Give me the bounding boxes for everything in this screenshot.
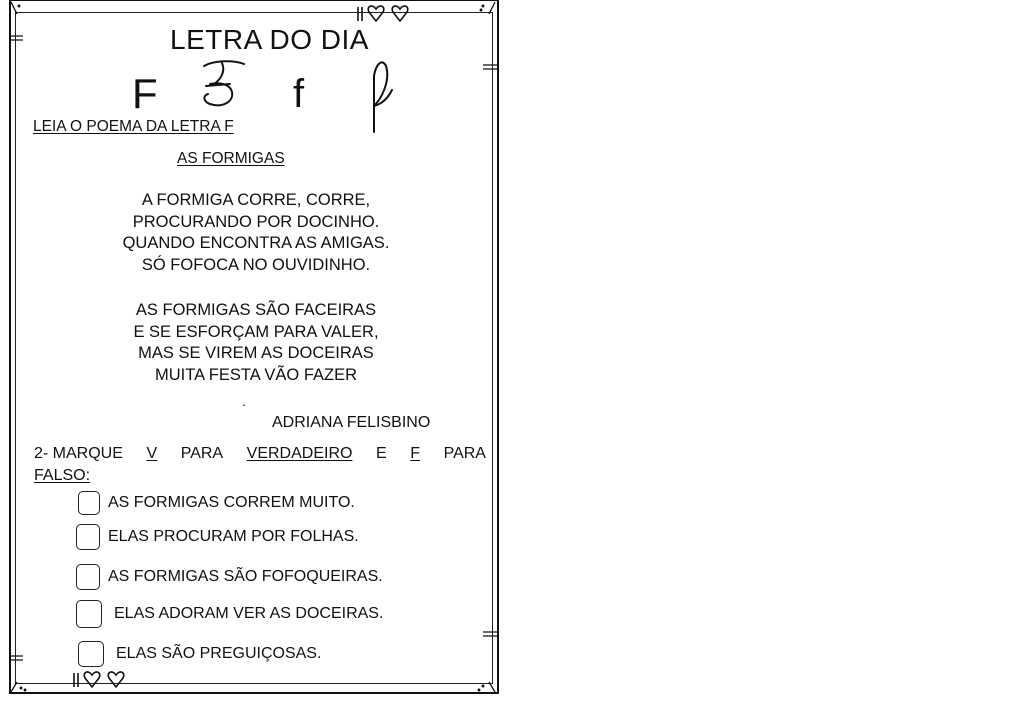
poem-line: SÓ FOFOCA NO OUVIDINHO. <box>141 255 371 274</box>
poem-stanza-2 <box>0 300 512 386</box>
option-text: ELAS ADORAM VER AS DOCEIRAS. <box>114 605 384 622</box>
option-text: ELAS SÃO PREGUIÇOSAS. <box>116 645 322 662</box>
page-title: LETRA DO DIA <box>170 24 369 55</box>
separator-dot: . <box>242 393 246 409</box>
question-para-1: PARA <box>180 445 224 462</box>
poem-line: MAS SE VIREM AS DOCEIRAS <box>138 344 374 362</box>
question-f: F <box>410 445 421 462</box>
answer-checkbox[interactable] <box>76 564 100 590</box>
question-falso: FALSO: <box>34 467 91 484</box>
option-item <box>78 491 355 515</box>
letter-upper-print: F <box>132 70 158 117</box>
option-text: AS FORMIGAS CORREM MUITO. <box>108 494 355 511</box>
heart-outline-icon <box>354 3 418 25</box>
poem-line: QUANDO ENCONTRA AS AMIGAS. <box>122 234 390 252</box>
heart-outline-icon <box>70 668 134 692</box>
option-text: AS FORMIGAS SÃO FOFOQUEIRAS. <box>108 568 383 585</box>
question-para-2: PARA <box>443 445 486 462</box>
letter-lower-cursive <box>364 56 400 136</box>
poem-stanza-1 <box>0 190 512 276</box>
letter-lower-print: f <box>293 72 305 116</box>
letter-upper-cursive <box>196 58 250 114</box>
poem-line: A FORMIGA CORRE, CORRE, <box>141 191 371 209</box>
answer-checkbox[interactable] <box>76 524 100 550</box>
instruction-text: LEIA O POEMA DA LETRA F <box>33 118 234 135</box>
question-line <box>34 445 486 463</box>
poem-line: AS FORMIGAS SÃO FACEIRAS <box>135 301 377 319</box>
question-v: V <box>146 445 158 462</box>
poem-line: PROCURANDO POR DOCINHO. <box>132 212 380 231</box>
answer-checkbox[interactable] <box>78 641 104 667</box>
answer-checkbox[interactable] <box>78 491 100 515</box>
answer-checkbox[interactable] <box>76 600 102 628</box>
question-prefix: 2- MARQUE <box>34 445 123 462</box>
option-item <box>76 524 359 550</box>
poem-line: E SE ESFORÇAM PARA VALER, <box>133 322 379 341</box>
option-text: ELAS PROCURAM POR FOLHAS. <box>108 528 359 545</box>
option-item <box>78 641 321 667</box>
poem-title: AS FORMIGAS <box>177 150 285 167</box>
option-item <box>76 564 383 590</box>
option-item <box>76 600 383 628</box>
question-verdadeiro: VERDADEIRO <box>246 445 353 462</box>
poem-author: ADRIANA FELISBINO <box>272 414 431 431</box>
poem-line: MUITA FESTA VÃO FAZER <box>154 365 357 384</box>
question-e: E <box>376 445 387 462</box>
